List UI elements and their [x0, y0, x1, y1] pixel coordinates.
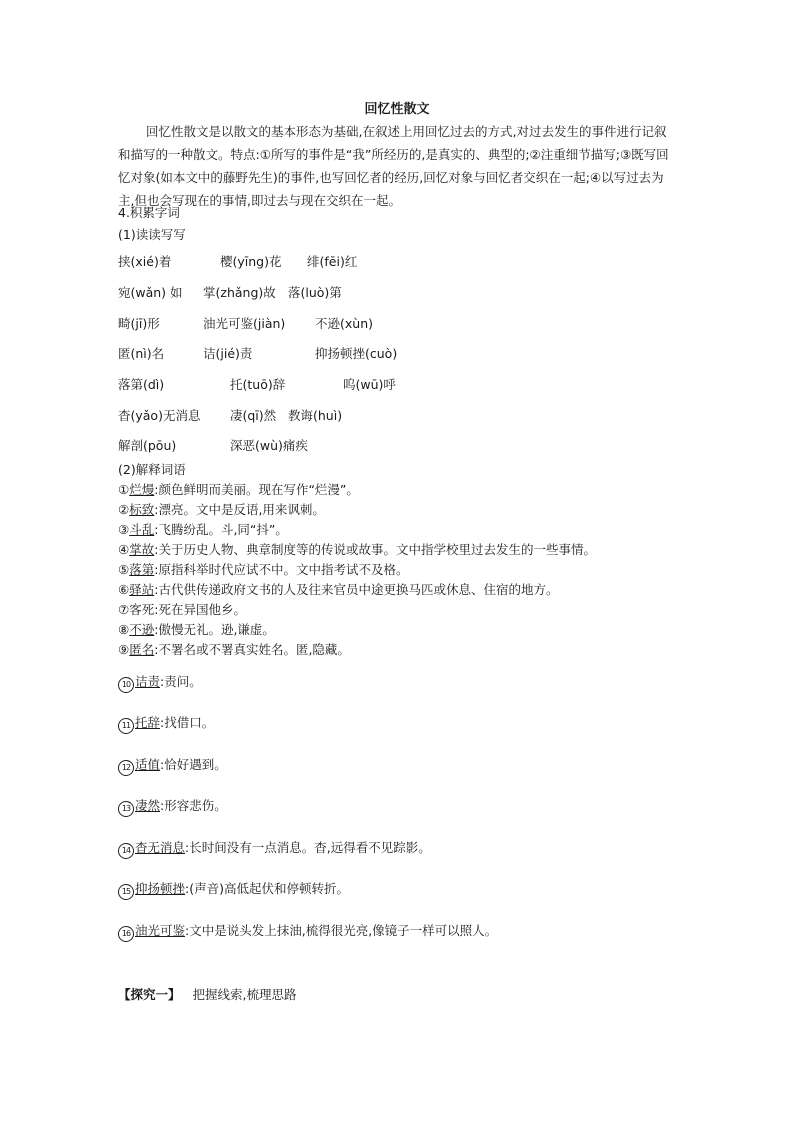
explore-heading [118, 985, 296, 1003]
definition-term: 凄然 [135, 798, 161, 813]
word-item: 教诲(huì) [288, 408, 343, 423]
word-item: 绯(fēi)红 [307, 254, 358, 269]
word-item: 宛(wǎn) 如 [118, 285, 183, 300]
definition-item [118, 520, 288, 538]
definition-number: 11 [118, 718, 134, 734]
definition-term: 诘责 [135, 674, 161, 689]
word-item: 挟(xié)着 [118, 254, 172, 269]
definition-item [118, 640, 350, 658]
word-item: 匿(nì)名 [118, 346, 165, 361]
word-item: 诘(jié)责 [203, 346, 253, 361]
definition-item [118, 620, 275, 638]
word-item: 落(luò)第 [288, 285, 342, 300]
definition-item [118, 838, 431, 859]
definition-term: 适值 [135, 757, 161, 772]
definition-term: 驿站 [129, 582, 155, 597]
definition-number: ② [118, 502, 130, 517]
definition-text: :恰好遇到。 [160, 757, 227, 772]
definition-term: 托辞 [135, 715, 161, 730]
definition-number: ④ [118, 542, 130, 557]
word-item: 托(tuō)辞 [230, 377, 286, 392]
intro-paragraph [118, 120, 678, 212]
subsection-heading: (2)解释词语 [118, 462, 186, 477]
definition-text: :古代供传递政府文书的人及往来官员中途更换马匹或休息、住宿的地方。 [154, 582, 559, 597]
definition-item [118, 600, 246, 618]
definition-term: 烂熳 [129, 482, 155, 497]
word-item: 樱(yīng)花 [220, 254, 282, 269]
definition-text: :死在异国他乡。 [154, 602, 246, 617]
word-item: 深恶(wù)痛疾 [230, 438, 308, 453]
word-item: 油光可鉴(jiàn) [203, 316, 286, 331]
definition-term: 抑扬顿挫 [135, 881, 186, 896]
definition-number: 13 [118, 801, 134, 817]
word-item: 畸(jī)形 [118, 316, 160, 331]
definition-number: ③ [118, 522, 130, 537]
word-item: 杳(yǎo)无消息 [118, 408, 201, 423]
definition-term: 斗乱 [129, 522, 155, 537]
definition-term: 客死 [129, 602, 155, 617]
definition-item [118, 480, 359, 498]
definition-item [118, 879, 349, 900]
definition-number: 12 [118, 760, 134, 776]
definition-text: :文中是说头发上抹油,梳得很光亮,像镜子一样可以照人。 [185, 923, 498, 938]
definition-item [118, 580, 558, 598]
definition-text: :颜色鲜明而美丽。现在写作“烂漫”。 [154, 482, 359, 497]
definition-term: 匿名 [129, 642, 155, 657]
subsection-heading: (1)读读写写 [118, 227, 186, 242]
definition-item [118, 540, 596, 558]
word-item: 不逊(xùn) [315, 316, 373, 331]
definition-text: :长时间没有一点消息。杳,远得看不见踪影。 [185, 840, 431, 855]
definition-text: :飞腾纷乱。斗,同“抖”。 [154, 522, 288, 537]
definition-term: 掌故 [129, 542, 155, 557]
definition-term: 标致 [129, 502, 155, 517]
definition-item [118, 560, 408, 578]
definition-text: :责问。 [160, 674, 202, 689]
definition-number: ① [118, 482, 130, 497]
definition-text: :不署名或不署真实姓名。匿,隐藏。 [154, 642, 350, 657]
definition-text: :关于历史人物、典章制度等的传说或故事。文中指学校里过去发生的一些事情。 [154, 542, 596, 557]
definition-number: ⑥ [118, 582, 130, 597]
definition-number: 10 [118, 677, 134, 693]
definition-item [118, 713, 214, 734]
word-item: 凄(qī)然 [230, 408, 277, 423]
word-item: 呜(wū)呼 [343, 377, 396, 392]
word-item: 抑扬顿挫(cuò) [315, 346, 398, 361]
definition-term: 不逊 [129, 622, 155, 637]
definition-text: :原指科举时代应试不中。文中指考试不及格。 [154, 562, 409, 577]
definition-text: :(声音)高低起伏和停顿转折。 [185, 881, 349, 896]
intro-text: 回忆性散文是以散文的基本形态为基础,在叙述上用回忆过去的方式,对过去发生的事件进行记叙和描写的一种散文。特点:①所写的事件是“我”所经历的,是真实的、典型的;②注重细节描写;③既写回忆对象(如本文中的藤野先生)的事件,也写回忆者的经历,回忆对象与回忆者交织在一起;④以写过去为主,但也会写现在的事情,即过去与现在交织在一起。 [118, 124, 669, 208]
definition-text: :找借口。 [160, 715, 215, 730]
word-item: 落第(dì) [118, 377, 165, 392]
explore-title: 把握线索,梳理思路 [192, 987, 297, 1002]
definition-number: ⑨ [118, 642, 130, 657]
definition-text: :形容悲伤。 [160, 798, 227, 813]
definition-number: 16 [118, 926, 134, 942]
word-item: 解剖(pōu) [118, 438, 177, 453]
page-title: 回忆性散文 [364, 102, 430, 117]
definition-number: 14 [118, 843, 134, 859]
definition-number: ⑦ [118, 602, 130, 617]
definition-term: 油光可鉴 [135, 923, 186, 938]
definition-term: 落第 [129, 562, 155, 577]
definition-number: ⑧ [118, 622, 130, 637]
definition-item [118, 796, 227, 817]
definition-item [118, 500, 325, 518]
explore-label: 【探究一】 [118, 987, 181, 1002]
definition-item [118, 755, 227, 776]
definition-term: 杳无消息 [135, 840, 186, 855]
definition-item [118, 672, 202, 693]
section-heading: 4.积累字词 [118, 205, 180, 220]
definition-number: 15 [118, 884, 134, 900]
definition-number: ⑤ [118, 562, 130, 577]
definition-text: :傲慢无礼。逊,谦虚。 [154, 622, 275, 637]
definition-item [118, 921, 497, 942]
word-item: 掌(zhǎng)故 [203, 285, 276, 300]
definition-text: :漂亮。文中是反语,用来讽刺。 [154, 502, 325, 517]
